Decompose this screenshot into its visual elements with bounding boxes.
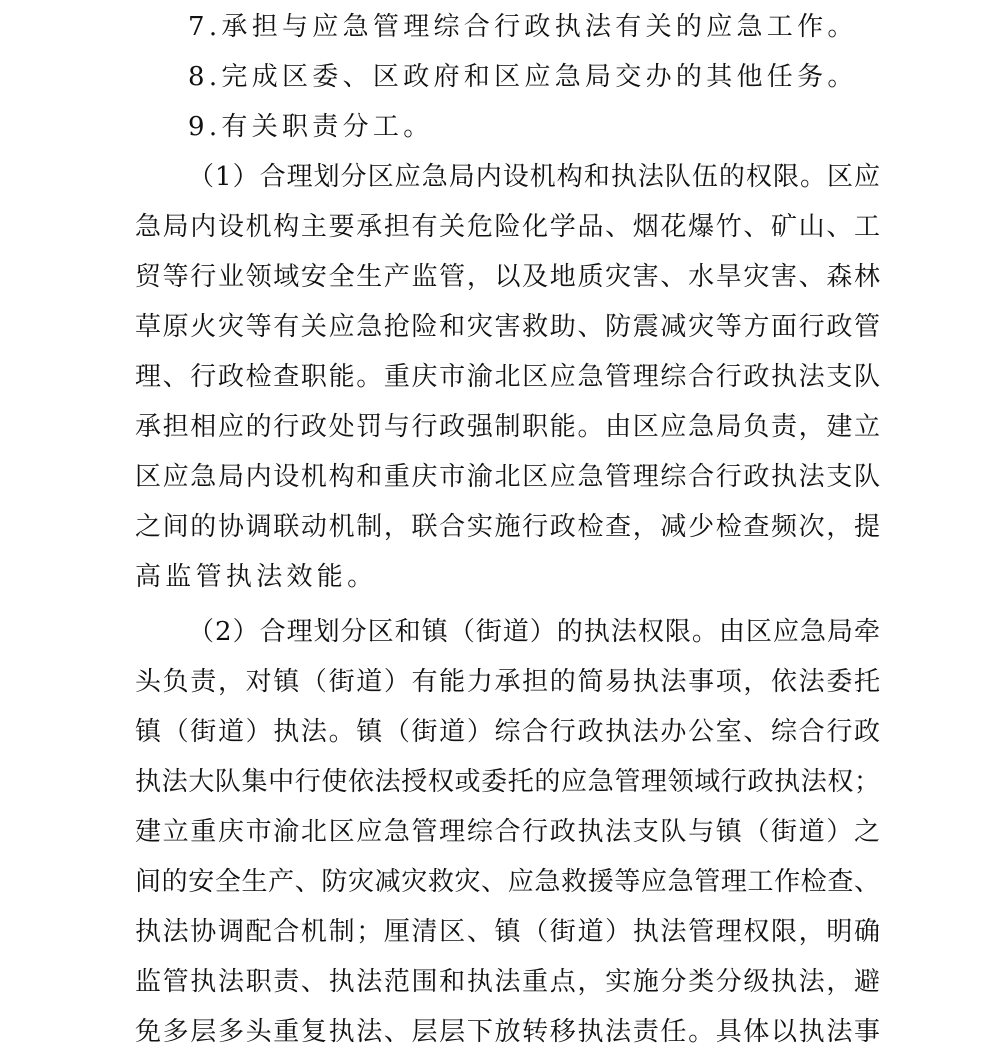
paragraph-item-8: 8.完成区委、区政府和区应急局交办的其他任务。 [188, 62, 858, 92]
text-line: 执法协调配合机制；厘清区、镇（街道）执法管理权限，明确 [135, 917, 880, 947]
text-line: 头负责，对镇（街道）有能力承担的简易执法事项，依法委托 [135, 667, 880, 697]
text-line: 免多层多头重复执法、层层下放转移执法责任。具体以执法事 [135, 1017, 880, 1047]
text-line: （1）合理划分区应急局内设机构和执法队伍的权限。区应 [188, 162, 880, 192]
paragraph-item-7: 7.承担与应急管理综合行政执法有关的应急工作。 [188, 12, 858, 42]
text-line: 镇（街道）执法。镇（街道）综合行政执法办公室、综合行政 [135, 717, 880, 747]
text-line: 承担相应的行政处罚与行政强制职能。由区应急局负责，建立 [135, 412, 880, 442]
text-line: 理、行政检查职能。重庆市渝北区应急管理综合行政执法支队 [135, 362, 880, 392]
text-line: 区应急局内设机构和重庆市渝北区应急管理综合行政执法支队 [135, 462, 880, 492]
text-line: 间的安全生产、防灾减灾救灾、应急救援等应急管理工作检查、 [135, 867, 880, 897]
text-line: 监管执法职责、执法范围和执法重点，实施分类分级执法，避 [135, 967, 880, 997]
text-line: 执法大队集中行使依法授权或委托的应急管理领域行政执法权； [135, 767, 880, 797]
text-line: 建立重庆市渝北区应急管理综合行政执法支队与镇（街道）之 [135, 817, 880, 847]
text-line: 高监管执法效能。 [135, 562, 378, 592]
text-line: 之间的协调联动机制，联合实施行政检查，减少检查频次，提 [135, 512, 880, 542]
text-line: （2）合理划分区和镇（街道）的执法权限。由区应急局牵 [188, 617, 880, 647]
text-line: 贸等行业领域安全生产监管，以及地质灾害、水旱灾害、森林 [135, 262, 880, 292]
text-line: 草原火灾等有关应急抢险和灾害救助、防震减灾等方面行政管 [135, 312, 880, 342]
paragraph-item-9: 9.有关职责分工。 [188, 112, 434, 142]
text-line: 急局内设机构主要承担有关危险化学品、烟花爆竹、矿山、工 [135, 212, 880, 242]
